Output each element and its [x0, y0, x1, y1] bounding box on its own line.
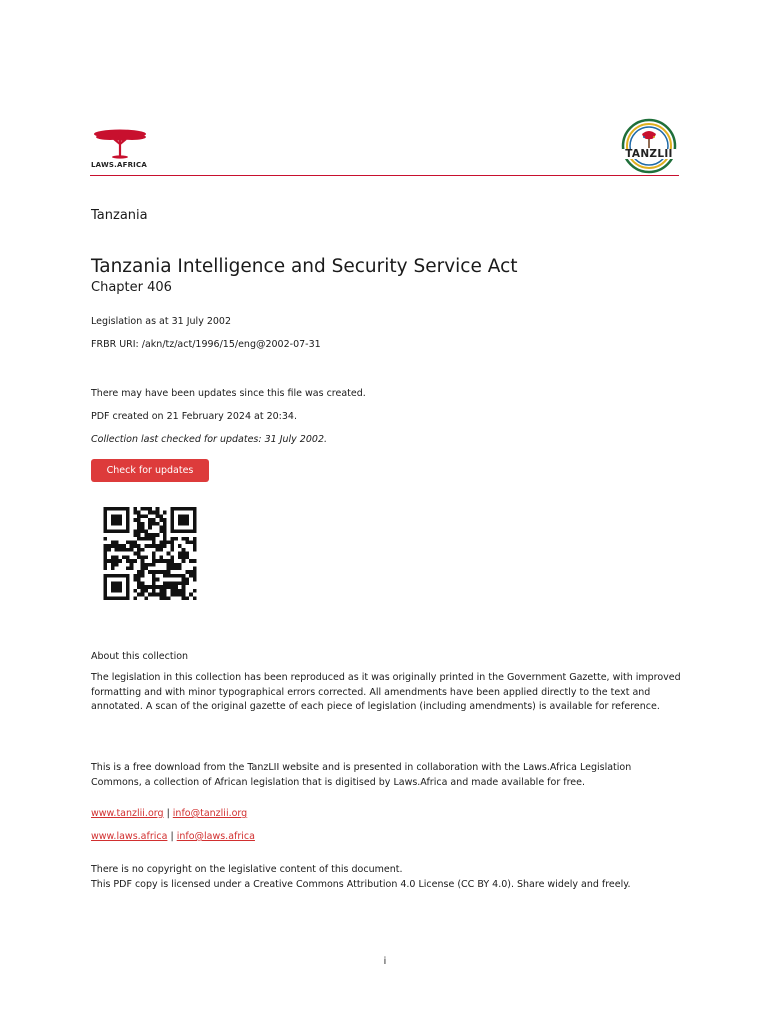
tanzlii-website-link[interactable]: www.tanzlii.org: [91, 808, 164, 819]
tanzlii-logo-text: TANZLII: [625, 148, 673, 160]
updates-note: There may have been updates since this file was created.: [91, 388, 366, 399]
free-download-note: This is a free download from the TanzLII website and is presented in collaboration with the Laws.Africa Legislation Commons, a collection of African legislation that is digitised by Laws.Africa and made available for free.: [91, 762, 632, 788]
header-rule: [90, 175, 679, 176]
tanzlii-logo: [618, 118, 680, 174]
document-title: Tanzania Intelligence and Security Service Act: [91, 256, 518, 277]
license-line: This PDF copy is licensed under a Creative Commons Attribution 4.0 License (CC BY 4.0). Share widely and freely.: [91, 878, 631, 890]
collection-checked: Collection last checked for updates: 31 July 2002.: [91, 434, 328, 445]
link-separator: |: [166, 808, 170, 819]
about-body: The legislation in this collection has been reproduced as it was originally printed in the Government Gazette, with improved formatting and with minor typographical errors corrected. All amendments have been applied directly to the text and annotated. A scan of the original gazette of each piece of legislation (including amendments) is available for reference.: [91, 672, 681, 712]
copyright-notice: [91, 863, 631, 892]
lawsafrica-website-link[interactable]: www.laws.africa: [91, 831, 168, 842]
legislation-as-at: Legislation as at 31 July 2002: [91, 316, 232, 327]
check-for-updates-button[interactable]: Check for updates: [91, 459, 209, 482]
qr-code[interactable]: [100, 507, 200, 600]
lawsafrica-links: [91, 831, 255, 842]
chapter: Chapter 406: [91, 280, 172, 295]
tanzlii-email-link[interactable]: info@tanzlii.org: [172, 808, 248, 819]
about-heading: About this collection: [91, 651, 189, 662]
tanzlii-links: [91, 808, 247, 819]
pdf-created: PDF created on 21 February 2024 at 20:34.: [91, 411, 297, 422]
laws-africa-logo-text: LAWS.AFRICA: [91, 161, 147, 169]
page-number: i: [383, 956, 387, 967]
lawsafrica-email-link[interactable]: info@laws.africa: [176, 831, 255, 842]
copyright-line: There is no copyright on the legislative content of this document.: [91, 864, 403, 875]
link-separator: |: [170, 831, 174, 842]
frbr-uri: FRBR URI: /akn/tz/act/1996/15/eng@2002-07-31: [91, 339, 321, 350]
jurisdiction: Tanzania: [91, 208, 148, 223]
